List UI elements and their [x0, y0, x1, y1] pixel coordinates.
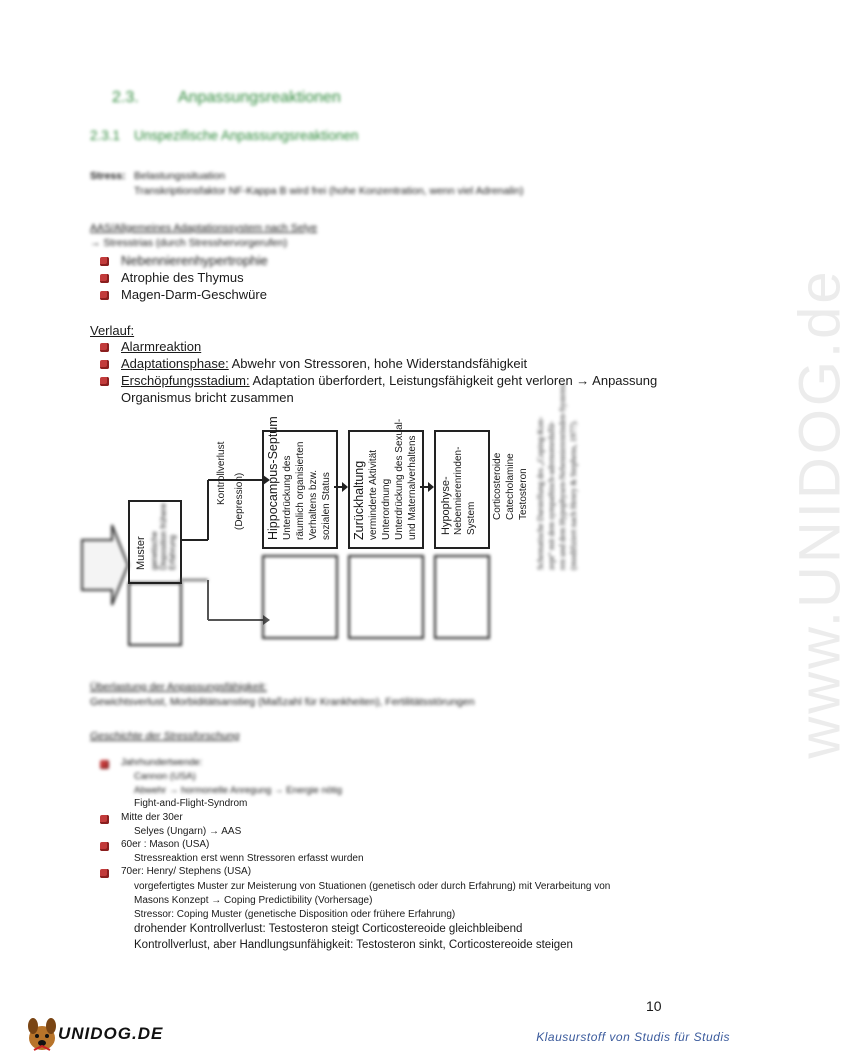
zurueckhaltung-line-3: Unterdrückung des Sexual-: [394, 418, 405, 540]
bullet-icon: [100, 291, 109, 300]
logo-text: UNIDOG.DE: [58, 1024, 164, 1043]
verlauf-item-1: Alarmreaktion: [121, 339, 202, 354]
input-arrow-icon: [80, 520, 130, 610]
geschichte-item-2-line-1: Selyes (Ungarn) → AAS: [134, 826, 242, 837]
arrow-right-icon: [334, 480, 348, 494]
ueberlastung-text: Gewichtsverlust, Morbiditätsanstieg (Maßzahl für Krankheiten), Fertilitätsstörungen: [90, 696, 475, 708]
zurueckhaltung-line-1: verminderte Aktivität: [368, 449, 379, 540]
aas-item-3: Magen-Darm-Geschwüre: [121, 287, 267, 302]
zurueckhaltung-title: Zurückhaltung: [352, 460, 366, 540]
hypophyse-line-2: System: [466, 501, 477, 535]
hippocampus-line-1: Unterdrückung des: [282, 455, 293, 540]
hippocampus-line-4: sozialen Status: [321, 472, 332, 540]
section-number: 2.3.: [112, 89, 139, 106]
bullet-icon: [100, 842, 109, 851]
hippocampus-line-3: Verhaltens bzw.: [308, 469, 319, 540]
stress-line-1: Belastungssituation: [134, 170, 226, 182]
dog-logo-icon: [22, 1014, 62, 1054]
caption-line-2: zept“ mit dem sympathisch-adrenomedullä-: [546, 421, 556, 570]
footer-tagline: Klausurstoff von Studis für Studis: [536, 1030, 730, 1044]
geschichte-item-4-line-4: drohender Kontrollverlust: Testosteron steigt Corticostereoide gleichbleibend: [134, 923, 523, 935]
stress-line-2: Transkriptionsfaktor NF-Kappa B wird frei (hohe Konzentration, wenn viel Adrenalin): [134, 185, 524, 197]
bullet-icon: [100, 760, 109, 769]
bullet-icon: [100, 274, 109, 283]
caption-line-1: Schematische Darstellung des „Coping-Kon-: [535, 416, 545, 570]
bullet-icon: [100, 377, 109, 386]
geschichte-item-3-line-1: Stressreaktion erst wenn Stressoren erfasst wurden: [134, 853, 364, 864]
muster-lower-box: [128, 582, 182, 646]
subsection-number: 2.3.1: [90, 128, 121, 143]
geschichte-item-1-line-1: Cannon (USA): [134, 771, 196, 782]
hormone-catecholamine: Catecholamine: [505, 453, 516, 520]
ueberlastung-heading: Überlastung der Anpassungsfähigkeit:: [90, 681, 267, 693]
hippocampus-title: Hippocampus-Septum: [266, 416, 280, 540]
verlauf-item-2: Adaptationsphase: Abwehr von Stressoren, hohe Widerstandsfähigkeit: [121, 356, 528, 371]
aas-arrow-line: → Stresstrias (durch Stresshervorgerufen): [90, 237, 288, 249]
bullet-icon: [100, 360, 109, 369]
hippocampus-lower-box: [262, 555, 338, 639]
aas-item-1: Nebennierenhypertrophie: [121, 253, 268, 268]
hormone-testosteron: Testosteron: [518, 468, 529, 520]
hippocampus-line-2: räumlich organisierten: [295, 441, 306, 540]
hormone-corticosteroide: Corticosteroide: [492, 452, 503, 520]
bullet-icon: [100, 257, 109, 266]
verlauf-heading: Verlauf:: [90, 323, 135, 338]
hypophyse-title: Hypophyse-: [440, 476, 452, 535]
subsection-title: Unspezifische Anpassungsreaktionen: [134, 128, 359, 143]
caption-line-4: (modifiziert nach Henry & Stephens, 1977).: [568, 420, 578, 570]
depression-label: (Depression): [234, 472, 245, 530]
hypophyse-lower-box: [434, 555, 490, 639]
hypophyse-line-1: Nebennierenrinden-: [453, 446, 464, 535]
geschichte-item-2-title: Mitte der 30er: [121, 812, 183, 823]
bullet-icon: [100, 815, 109, 824]
geschichte-item-1-line-2: Abwehr → hormonelle Anregung → Energie nötig: [134, 785, 343, 796]
zurueckhaltung-line-2: Unterordnung: [381, 478, 392, 540]
verlauf-continuation: Organismus bricht zusammen: [121, 390, 294, 405]
watermark: www.UNIDOG.de: [787, 268, 853, 759]
geschichte-item-4-title: 70er: Henry/ Stephens (USA): [121, 866, 252, 877]
section-title: Anpassungsreaktionen: [178, 89, 341, 106]
muster-sub: genetische Disposition frühere Erfahrung: [150, 503, 177, 570]
geschichte-item-1-line-3: Fight-and-Flight-Syndrom: [134, 798, 248, 809]
kontrollverlust-label: Kontrollverlust: [216, 441, 227, 505]
geschichte-item-4-line-3: Stressor: Coping Muster (genetische Disposition oder frühere Erfahrung): [134, 909, 456, 920]
arrow-right-icon: [420, 480, 434, 494]
verlauf-item-3: Erschöpfungsstadium: Adaptation überfordert, Leistungsfähigkeit geht verloren → Anpassung: [121, 373, 658, 388]
geschichte-item-4-line-1: vorgefertigtes Muster zur Meisterung von Stuationen (genetisch oder durch Erfahrung) mit Verarbeitung von: [134, 881, 611, 892]
geschichte-heading: Geschichte der Stressforschung: [90, 730, 240, 742]
stress-label: Stress:: [90, 170, 126, 182]
zurueckhaltung-lower-box: [348, 555, 424, 639]
aas-heading: AAS/Allgemeines Adaptationssystem nach Selye: [90, 222, 318, 234]
geschichte-item-3-title: 60er : Mason (USA): [121, 839, 210, 850]
aas-item-2: Atrophie des Thymus: [121, 270, 244, 285]
bullet-icon: [100, 343, 109, 352]
geschichte-item-4-line-5: Kontrollverlust, aber Handlungsunfähigkeit: Testosteron sinkt, Corticostereoide steigen: [134, 939, 573, 951]
geschichte-item-4-line-2: Masons Konzept → Coping Predictibility (Vorhersage): [134, 895, 373, 906]
caption-line-3: ren und dem Hypophysen-Nebennierenrinden-Systems: [557, 383, 567, 570]
page-number: 10: [646, 998, 662, 1014]
unidog-logo: [22, 1014, 182, 1054]
geschichte-item-1-title: Jahrhundertwende:: [121, 757, 203, 768]
zurueckhaltung-line-4: und Maternalverhaltens: [407, 435, 418, 540]
bullet-icon: [100, 869, 109, 878]
muster-label: Muster: [135, 536, 147, 570]
